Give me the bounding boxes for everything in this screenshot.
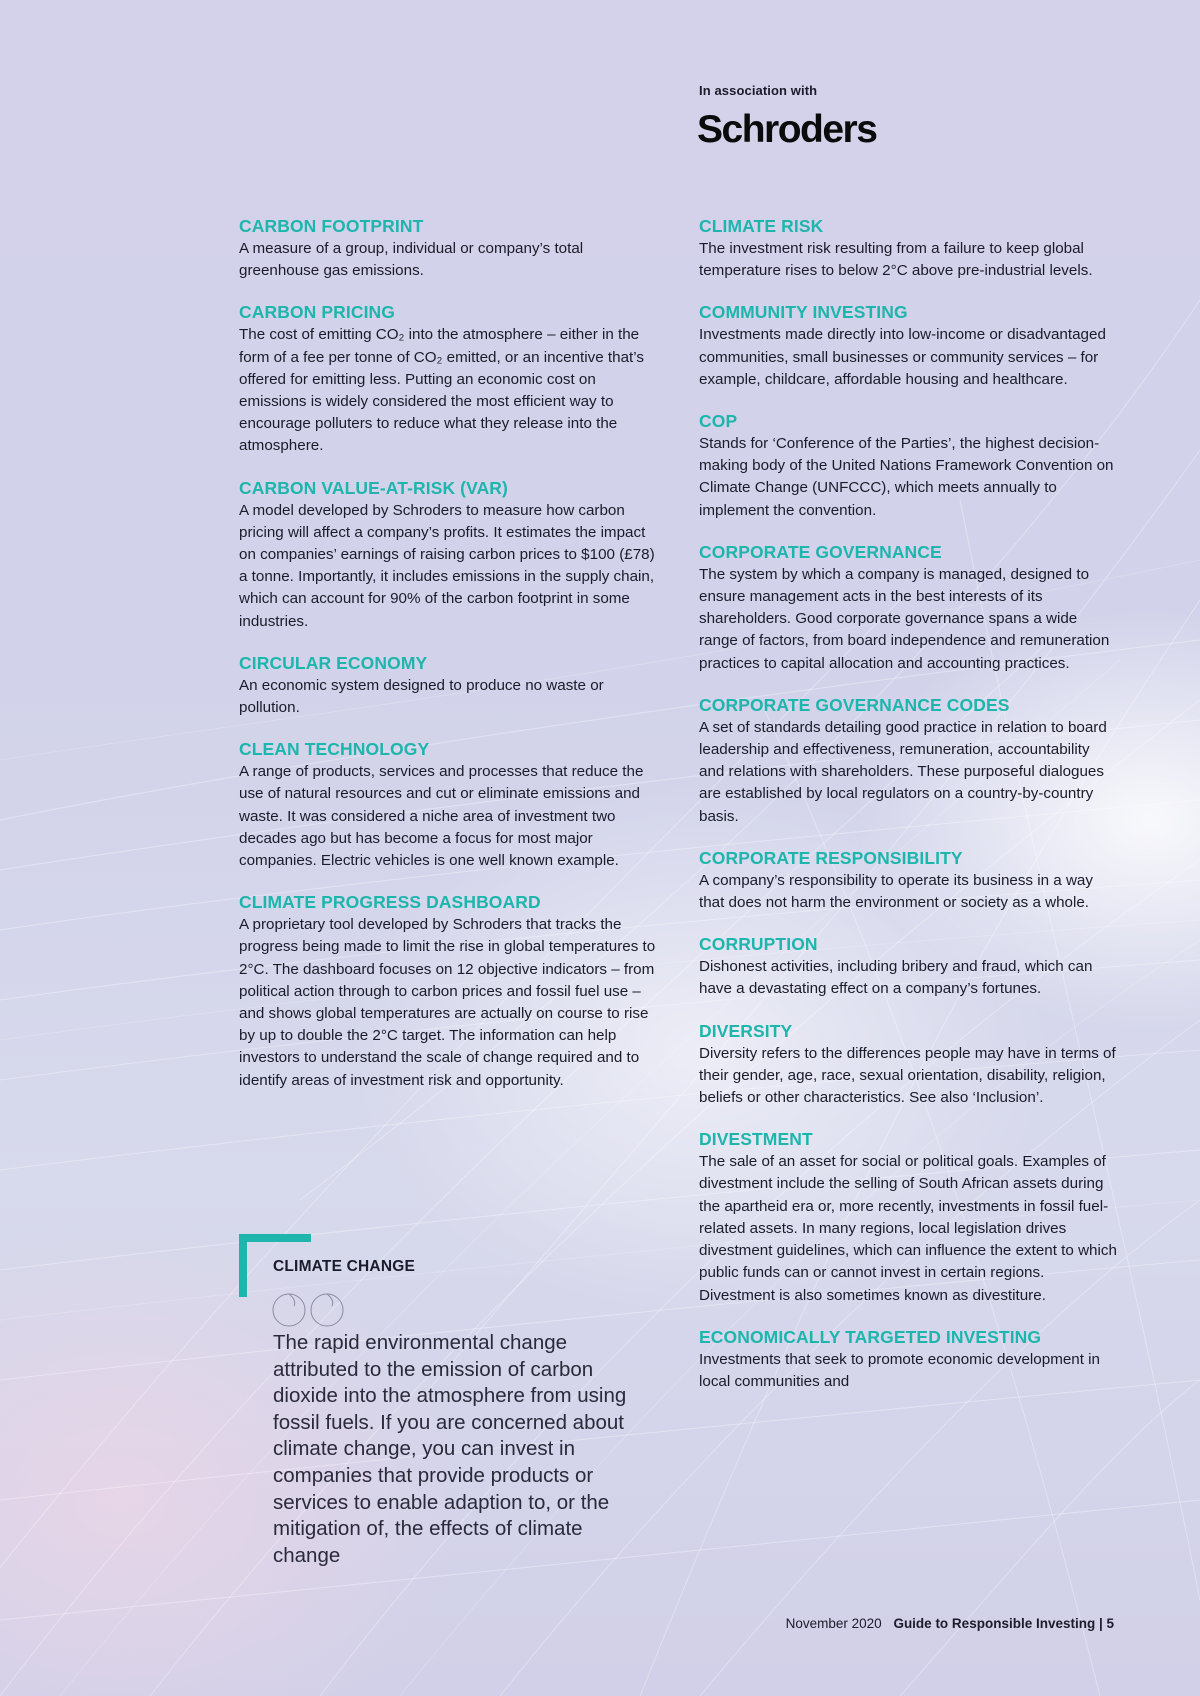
glossary-term: CARBON VALUE-AT-RISK (VAR) [239,477,508,498]
quote-marks-icon [272,1286,352,1330]
glossary-definition: A measure of a group, individual or company’s total greenhouse gas emissions. [239,240,584,280]
glossary-term: CORPORATE GOVERNANCE CODES [699,694,1010,715]
glossary-term: CLEAN TECHNOLOGY [239,739,430,760]
quote-accent-bar [239,1234,247,1297]
glossary-term: CARBON FOOTPRINT [239,216,424,236]
glossary-definition: Investments that seek to promote economic development in local communities and [699,1350,1100,1390]
glossary-entry [239,477,659,633]
glossary-entry [699,1020,1119,1110]
glossary-definition: An economic system designed to produce no waste or pollution. [239,676,604,717]
glossary-definition: The cost of emitting CO₂ into the atmosphere – either in the form of a fee per tonne of CO₂ emitted, or an incentive that’s offered for emitting less. Putting an economic cost on emissions is widely considered the most efficient way to encourage polluters to reduce what they release into the atmosphere. [239,326,644,455]
glossary-definition: The sale of an asset for social or political goals. Examples of divestment include the selling of South African assets during the apartheid era or, more recently, investments in fossil fuel-related assets. In many regions, local legislation drives divestment guidelines, which can influence the extent to which public funds can or cannot invest in certain regions. Divestment is also sometimes known as divestiture. [699,1153,1117,1304]
glossary-entry [239,738,659,872]
schroders-logo: Schroders [697,108,877,151]
glossary-definition: A proprietary tool developed by Schroders that tracks the progress being made to limit the rise in global temperatures to 2°C. The dashboard focuses on 12 objective indicators – from political action through to carbon prices and fossil fuel use – and shows global temperatures are actually on course to rise by up to double the 2°C target. The information can help investors to understand the scale of change required and to identify areas of investment risk and opportunity. [239,916,656,1089]
glossary-definition: Stands for ‘Conference of the Parties’, the highest decision-making body of the United Nations Framework Convention on Climate Change (UNFCCC), which meets annually to implement the convention. [699,435,1114,519]
glossary-definition: A set of standards detailing good practice in relation to board leadership and effectiveness, remuneration, accountability and relations with shareholders. These purposeful dialogues are established by local regulators on a country-by-country basis. [699,718,1107,825]
quote-text: The rapid environmental change attributed to the emission of carbon dioxide into the atmosphere from using fossil fuels. If you are concerned about climate change, you can invest in companies that provide products or services to enable adaption to, or the mitigation of, the effects of climate change [273,1331,627,1567]
glossary-entry [699,301,1119,391]
glossary-term: CLIMATE RISK [699,216,824,236]
glossary-term: CLIMATE PROGRESS DASHBOARD [239,892,541,913]
glossary-term: CORPORATE GOVERNANCE [699,541,942,562]
glossary-entry [699,694,1119,828]
glossary-definition: Dishonest activities, including bribery and fraud, which can have a devastating effect on a company’s fortunes. [699,958,1093,998]
glossary-entry [699,1326,1119,1393]
glossary-definition: A company’s responsibility to operate its business in a way that does not harm the environment or society as a whole. [699,871,1093,912]
glossary-term: CORRUPTION [699,934,818,955]
glossary-right-column [699,215,1119,1412]
glossary-term: ECONOMICALLY TARGETED INVESTING [699,1326,1042,1347]
glossary-definition: The system by which a company is managed, designed to ensure management acts in the best interests of its shareholders. Good corporate governance spans a wide range of factors, from board independence and remuneration practices to capital allocation and accounting practices. [699,565,1110,672]
footer-title: Guide to Responsible Investing | 5 [893,1616,1114,1631]
glossary-definition: A model developed by Schroders to measure how carbon pricing will affect a company’s profits. It estimates the impact on companies’ earnings of raising carbon prices to $100 (£78) a tonne. Importantly, it includes emissions in the supply chain, which can account for 90% of the carbon footprint in some industries. [239,501,655,630]
page-footer [786,1616,1114,1631]
glossary-entry [239,301,659,457]
glossary-term: DIVERSITY [699,1020,793,1041]
pull-quote [239,1234,659,1574]
glossary-definition: Diversity refers to the differences people may have in terms of their gender, age, race, sexual orientation, disability, religion, beliefs or other characteristics. See also ‘Inclusion’. [699,1044,1116,1107]
glossary-entry [699,933,1119,1000]
glossary-entry [699,541,1119,675]
association-label: In association with [699,83,818,98]
glossary-definition: The investment risk resulting from a failure to keep global temperature rises to below 2°C above pre-industrial levels. [699,240,1093,280]
glossary-entry [239,215,659,282]
glossary-entry [699,847,1119,914]
glossary-definition: A range of products, services and processes that reduce the use of natural resources and cut or eliminate emissions and waste. It was considered a niche area of investment two decades ago but has become a focus for most major companies. Electric vehicles is one well known example. [239,763,644,870]
glossary-entry [239,891,659,1092]
glossary-entry [239,652,659,719]
glossary-term: DIVESTMENT [699,1129,813,1150]
quote-label: CLIMATE CHANGE [273,1258,416,1275]
glossary-term: CIRCULAR ECONOMY [239,652,428,673]
glossary-term: COP [699,411,738,432]
footer-date: November 2020 [785,1616,882,1631]
glossary-term: COMMUNITY INVESTING [699,302,908,323]
glossary-left-column [239,215,659,1111]
glossary-term: CORPORATE RESPONSIBILITY [699,847,963,868]
glossary-entry [699,1128,1119,1306]
glossary-entry [699,215,1119,282]
glossary-term: CARBON PRICING [239,302,395,323]
glossary-entry [699,410,1119,522]
quote-accent-bar-top [239,1234,311,1242]
glossary-definition: Investments made directly into low-income or disadvantaged communities, small businesses or community services – for example, childcare, affordable housing and healthcare. [699,326,1106,388]
